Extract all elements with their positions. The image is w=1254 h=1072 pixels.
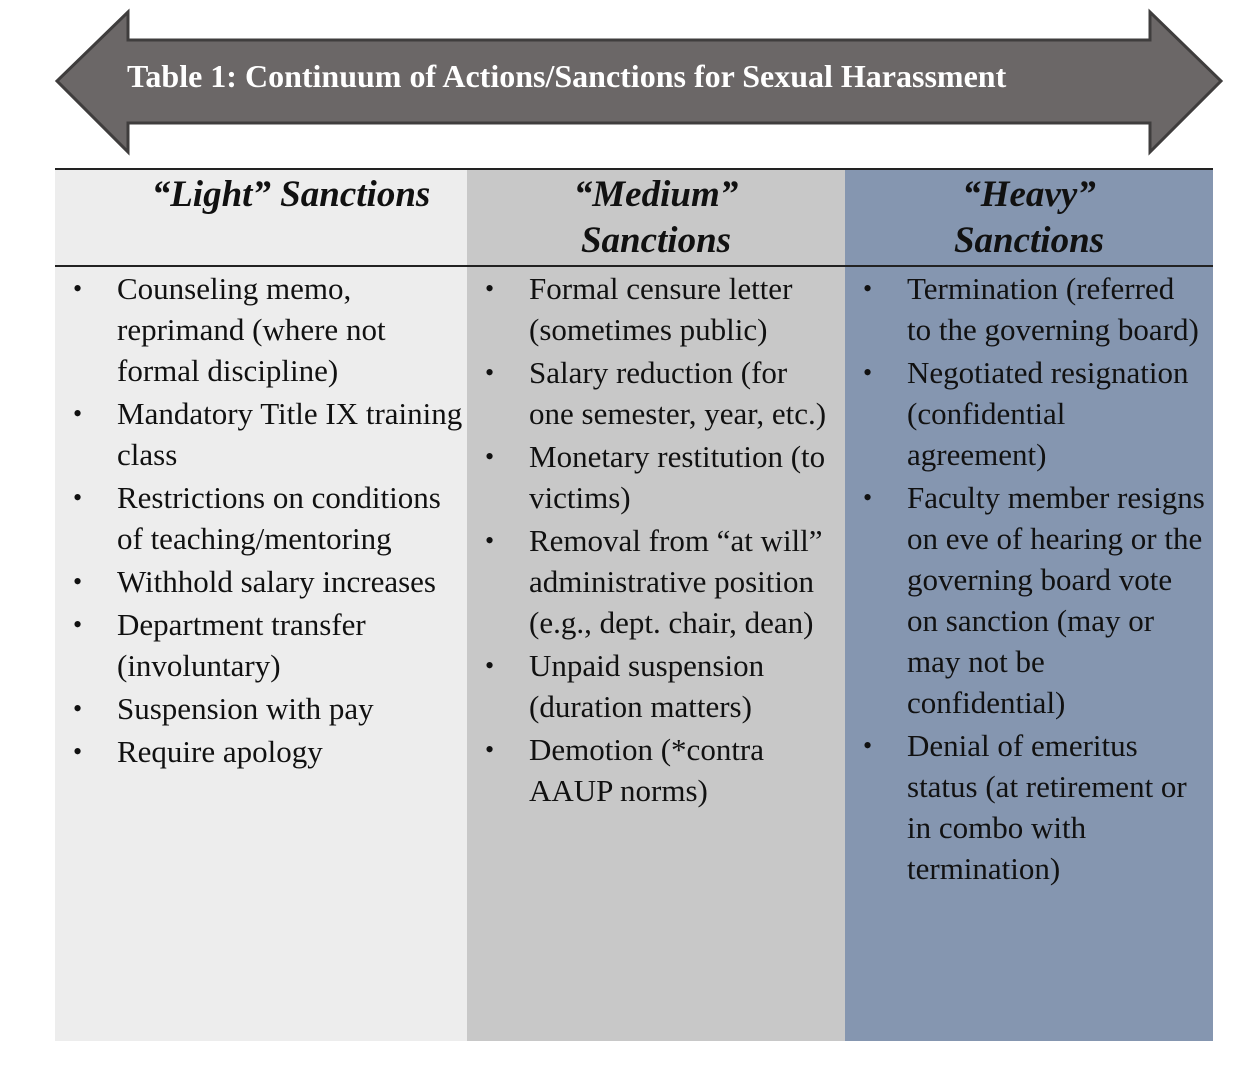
list-item [467, 645, 845, 727]
medium-sanctions-column [467, 168, 845, 1041]
list-item [467, 352, 845, 434]
list-item [467, 268, 845, 350]
heavy-sanctions-heading: “Heavy” Sanctions [953, 174, 1105, 261]
list-item-text: Faculty member resigns on eve of hearing or the governing board vote on sanction (may or may not be confidential) [907, 480, 1205, 720]
list-item [55, 731, 467, 772]
list-item [467, 520, 845, 643]
light-sanctions-heading: “Light” Sanctions [151, 174, 431, 215]
bullet-icon: • [73, 610, 83, 639]
title-banner [0, 0, 1254, 160]
bullet-icon: • [863, 274, 873, 303]
list-item-text: Suspension with pay [117, 691, 374, 726]
bullet-icon: • [73, 274, 83, 303]
heavy-sanctions-list [845, 268, 1213, 891]
bullet-icon: • [73, 737, 83, 766]
list-item-text: Negotiated resignation (confidential agreement) [907, 355, 1189, 472]
list-item-text: Withhold salary increases [117, 564, 436, 599]
list-item [845, 268, 1213, 350]
light-sanctions-list [55, 268, 467, 774]
bullet-icon: • [485, 442, 495, 471]
list-item [845, 725, 1213, 889]
bullet-icon: • [485, 735, 495, 764]
bullet-icon: • [73, 399, 83, 428]
list-item-text: Counseling memo, reprimand (where not formal discipline) [117, 271, 386, 388]
list-item-text: Termination (referred to the governing board) [907, 271, 1199, 347]
list-item-text: Department transfer (involuntary) [117, 607, 366, 683]
bullet-icon: • [73, 694, 83, 723]
header-separator-rule [55, 265, 1213, 267]
list-item-text: Monetary restitution (to victims) [529, 439, 826, 515]
medium-sanctions-heading: “Medium” Sanctions [573, 174, 739, 261]
bullet-icon: • [485, 526, 495, 555]
list-item-text: Removal from “at will” administrative position (e.g., dept. chair, dean) [529, 523, 823, 640]
list-item [55, 477, 467, 559]
list-item [845, 352, 1213, 475]
table-top-rule [55, 168, 1213, 170]
list-item-text: Formal censure letter (sometimes public) [529, 271, 793, 347]
table-title: Table 1: Continuum of Actions/Sanctions for Sexual Harassment [127, 58, 1007, 94]
list-item-text: Unpaid suspension (duration matters) [529, 648, 765, 724]
list-item [55, 604, 467, 686]
list-item [55, 688, 467, 729]
sanctions-table [55, 168, 1213, 1041]
bullet-icon: • [863, 358, 873, 387]
bullet-icon: • [485, 651, 495, 680]
bullet-icon: • [863, 483, 873, 512]
heavy-sanctions-column [845, 168, 1213, 1041]
bullet-icon: • [485, 358, 495, 387]
list-item-text: Mandatory Title IX training class [117, 396, 463, 472]
list-item-text: Restrictions on conditions of teaching/mentoring [117, 480, 441, 556]
bullet-icon: • [73, 567, 83, 596]
list-item [845, 477, 1213, 723]
light-sanctions-column [55, 168, 467, 1041]
list-item-text: Denial of emeritus status (at retirement or in combo with termination) [907, 728, 1187, 886]
list-item-text: Salary reduction (for one semester, year, etc.) [529, 355, 827, 431]
bullet-icon: • [485, 274, 495, 303]
list-item [55, 268, 467, 391]
medium-sanctions-list [467, 268, 845, 813]
list-item [467, 729, 845, 811]
list-item [55, 393, 467, 475]
list-item-text: Demotion (*contra AAUP norms) [529, 732, 765, 808]
list-item [467, 436, 845, 518]
list-item [55, 561, 467, 602]
bullet-icon: • [863, 731, 873, 760]
list-item-text: Require apology [117, 734, 323, 769]
bullet-icon: • [73, 483, 83, 512]
